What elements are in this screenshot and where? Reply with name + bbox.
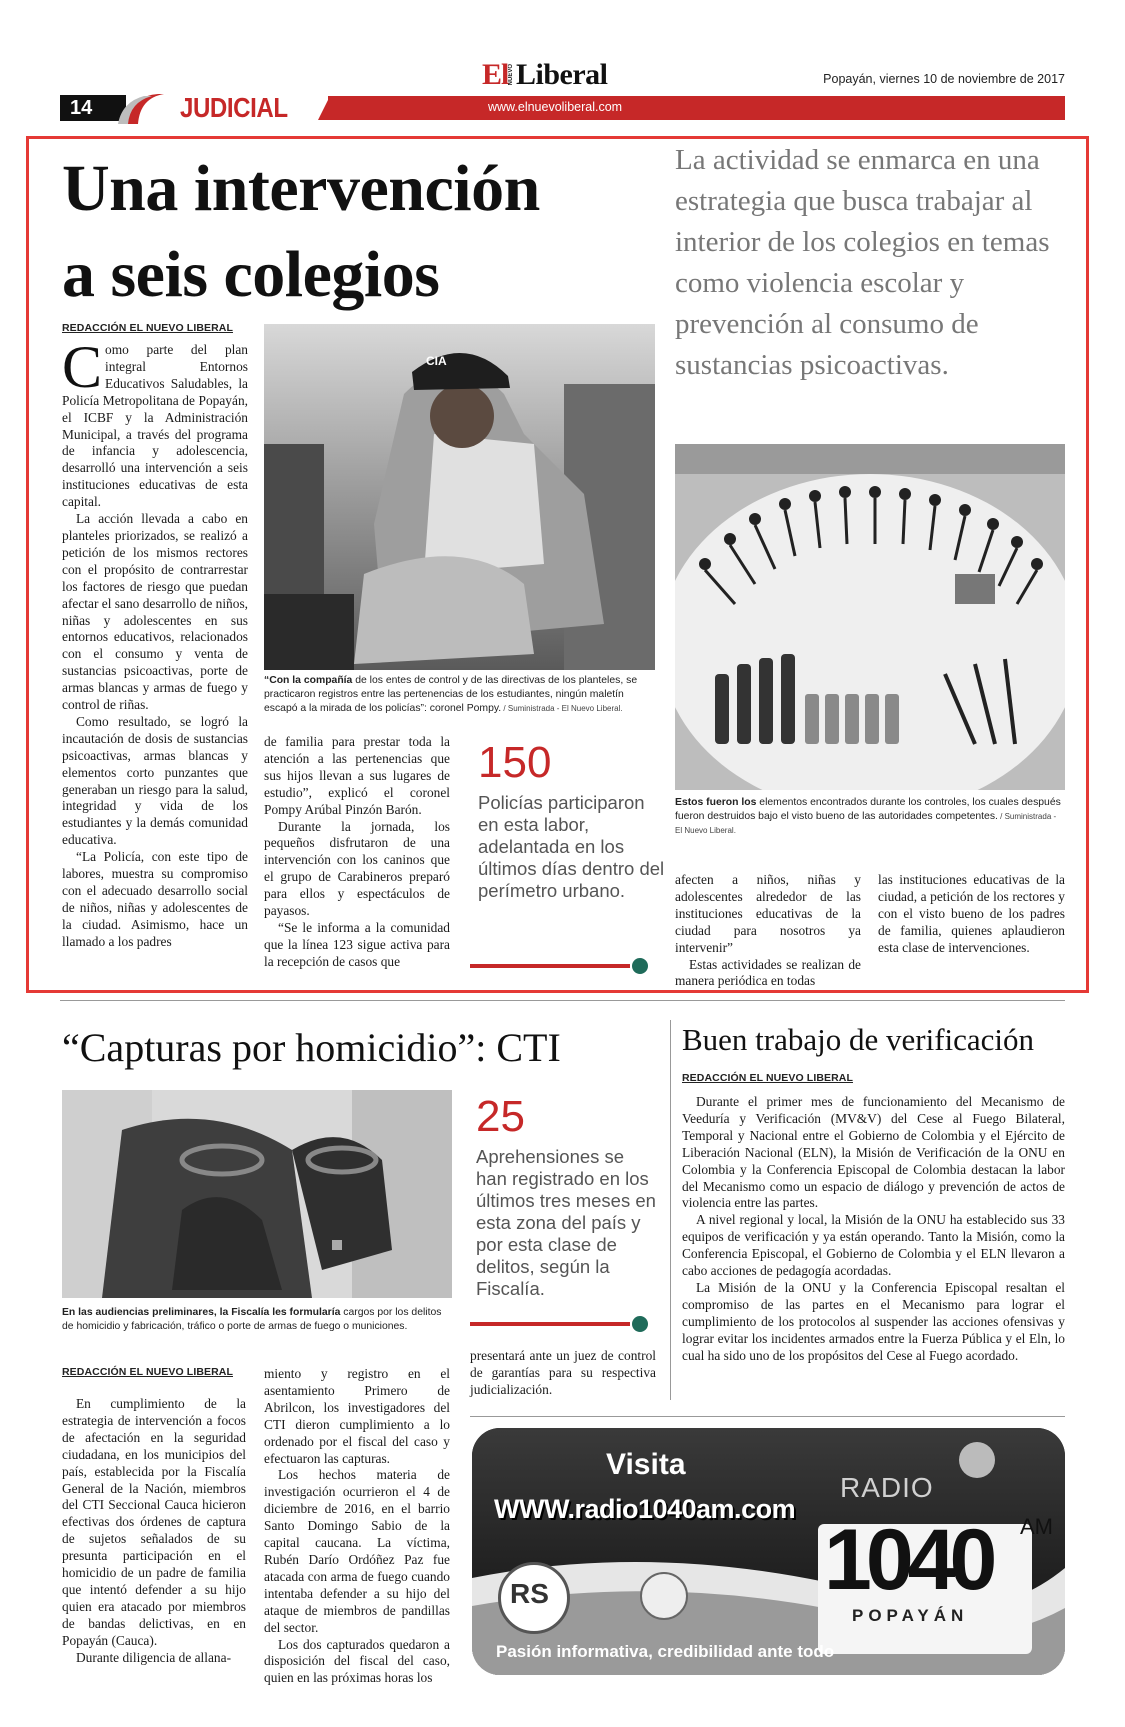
story2-column-3 [470,1348,656,1399]
stat-rule [470,964,630,968]
paragraph: “Se le informa a la comunidad que la línea 123 sigue activa para la recepción de casos que [264,919,450,969]
page-number: 14 [70,97,93,119]
stat-number: 25 [476,1092,525,1141]
logo-liberal: Liberal [516,58,608,91]
story1-column-4 [878,872,1065,957]
play-icon [640,1572,688,1620]
logo-nuevo: NUEVO [508,64,514,86]
handcuffed-hands-photo [62,1090,452,1298]
story1-lead-paragraph: Como parte del plan integral Entornos Educativos Saludables, la Policía Metropolitana de Popayán, el ICBF y la Administración Municipal, a través del programa de infancia y adolescencia, desarrolló una intervención a seis instituciones educativas de esta capital. [62,334,248,510]
ad-radio-label: RADIO [840,1472,934,1503]
section-divider [60,1000,1065,1001]
paragraph: Durante la jornada, los pequeños disfrutaron de una intervención con los caninos que el grupo de Carabineros preparó para ellos y espectáculos de payasos. [264,818,450,919]
story2-photo-caption: En las audiencias preliminares, la Fiscalía les formularía cargos por los delitos de homicidio y fabricación, tráfico o porte de armas de fuego o municiones. [62,1307,442,1332]
stat-dot [632,958,648,974]
ad-frequency: 1040 [824,1512,992,1608]
headline-line-1: Una intervención [62,152,540,225]
logo-el: El [482,58,509,91]
story1-deck: La actividad se enmarca en una estrategia que busca trabajar al interior de los colegios en temas como violencia escolar y prevención al consumo de sustancias psicoactivas. [675,144,1050,381]
ad-city: POPAYÁN [852,1606,969,1625]
stat-callout-150 [478,740,668,902]
paragraph: Estas actividades se realizan de manera periódica en todas [675,956,861,989]
story2-column-2 [264,1366,450,1687]
url-bar-wedge [318,96,330,120]
seized-items-photo [675,444,1065,790]
section-stripes [118,92,164,124]
paragraph: Durante diligencia de allana- [76,1649,232,1665]
story3-body [682,1094,1065,1365]
paragraph: La Misión de la ONU y la Conferencia Episcopal resaltan el compromiso de las partes en el Mecanismo para lograr el cumplimiento de los protocolos al suspender las acciones ofensivas y lograr evitar los incidentes armados entre la Fuerza Pública y el Eln, lo cual ha sido uno de los propósitos del Cese al Fuego acordado. [682,1279,1065,1363]
story1-byline: REDACCIÓN EL NUEVO LIBERAL [62,322,233,334]
dropcap: C [62,334,103,400]
paragraph: Durante el primer mes de funcionamiento del Mecanismo de Veeduría y Verificación (MV&V) del Cese al Fuego Bilateral, Temporal y Nacional entre el Gobierno de Colombia y el Ejército de Liberación Nacional (ELN), la Misión de Verificación de la ONU en Colombia y la Conferencia Episcopal de Colombia destacan la labor del Mecanismo como un espacio de diálogo y prevención de actos de violencia entre las partes. [682,1094,1065,1211]
stat-callout-25 [476,1094,656,1300]
ad-band: AM [1020,1514,1053,1539]
story2-column-1 [62,1396,246,1667]
vest-text: CIA [426,354,447,368]
story1-column-3 [675,872,861,990]
police-search-photo [264,324,655,670]
photo2-caption: Estos fueron los elementos encontrados durante los controles, los cuales después fueron destruidos bajo el visto bueno de las autoridades competentes. / Suministrada - El Nuevo Liberal. [675,797,1061,835]
ad-visit: Visita [606,1448,686,1481]
story3-headline: Buen trabajo de verificación [682,1022,1035,1057]
story3-byline: REDACCIÓN EL NUEVO LIBERAL [682,1072,853,1084]
newspaper-logo[interactable] [482,56,642,92]
story2-headline: “Capturas por homicidio”: CTI [62,1025,561,1070]
url-bar [328,96,1065,120]
site-url[interactable]: www.elnuevoliberal.com [488,100,623,114]
paragraph: presentará ante un juez de control de garantías para su respectiva judicialización. [470,1348,656,1397]
paragraph: A nivel regional y local, la Misión de la ONU ha establecido sus 33 equipos de verificación y ya están operando. Tanto la Misión, como la Conferencia Episcopal, el Gobierno de Colombia y el ELN llevaron a cabo acciones de pedagogía acordadas. [682,1212,1065,1279]
column-rule [670,1020,671,1400]
headline-line-2: a seis colegios [62,238,440,311]
issue-date: Popayán, viernes 10 de noviembre de 2017 [823,72,1065,86]
radio-advertisement[interactable] [472,1428,1065,1675]
ad-slogan: Pasión informativa, credibilidad ante todo [496,1642,835,1661]
story1-column-2 [264,734,450,971]
story2-byline: REDACCIÓN EL NUEVO LIBERAL [62,1366,233,1378]
photo1-caption: “Con la compañía de los entes de control y de las directivas de los planteles, se practicaron registros entre las pertenencias de los estudiantes, ningún maletín escapó a la mirada de los policías”: coronel Pompy. / Suministrada - El Nuevo Liberal. [264,675,638,714]
stat-text: Aprehensiones se han registrado en los últimos tres meses en esta zona del país y por esta clase de delitos, según la Fiscalía. [476,1146,656,1299]
paragraph: Como resultado, se logró la incautación de dosis de sustancias psicoactivas, armas blancas y elementos corto punzantes que generaban un riesgo para la salud, integridad y vida de los estudiantes y la demás comunidad educativa. [62,713,248,848]
paragraph: de familia para prestar toda la atención a las pertenencias que sus hijos llevan a sus lugares de estudio”, explicó el coronel Pompy Arúbal Pinzón Barón. [264,734,450,817]
stat-rule [470,1322,630,1326]
stat-number: 150 [478,738,552,787]
paragraph: afecten a niños, niñas y adolescentes alrededor de las instituciones educativas de la ciudad para nosotros ya intervenir” [675,872,861,955]
paragraph: las instituciones educativas de la ciudad, a petición de los rectores y con el visto bueno de los padres de familia, quienes aplaudieron esta clase de intervenciones. [878,872,1065,955]
paragraph: En cumplimiento de la estrategia de intervención a focos de afectación en la seguridad ciudadana, en los municipios del país, establecida por la Fiscalía General de la Nación, miembros del CTI Seccional Cauca hicieron efectivas dos órdenes de captura de sujetos señalados de su presunta participación en el homicidio de un padre de familia que intentó defender a su hijo quien era atacado por miembros de bandas delictivas, en en Popayán (Cauca). [62,1396,246,1648]
ad-url[interactable]: WWW.radio1040am.com [494,1494,796,1524]
ad-divider [470,1416,1065,1417]
story1-headline [62,146,662,318]
paragraph: Los dos capturados quedaron a disposición del fiscal del caso, quien en las próximas horas los [264,1636,450,1686]
paragraph: “La Policía, con este tipo de labores, muestra su compromiso con el adecuado desarrollo social de niños, niñas y adolescentes de la ciudad. Asimismo, hace un llamado a los padres [62,849,248,949]
masthead [0,0,1125,125]
paragraph: Los hechos materia de investigación ocurrieron el 4 de diciembre de 2016, en el barrio Santo Domingo Sabio de la capital caucana. La víctima, Rubén Darío Ordóñez Paz fue atacada con arma de fuego cuando intentaba defender a su hijo del ataque de miembros de pandillas del sector. [264,1467,450,1635]
paragraph: miento y registro en el asentamiento Primero de Abrilcon, los investigadores del CTI dieron cumplimiento a lo ordenado por el fiscal del caso y efectuaron las capturas. [264,1366,450,1466]
paragraph: La acción llevada a cabo en planteles priorizados, se realizó a petición de los mismos rectores con el propósito de contrarrestar los factores de riesgo que puedan afectar el sano desarrollo de niños, niñas y adolescentes en sus entornos educativos, relacionados con el consumo y venta de sustancias psicoactivas, porte de armas blancas y armas de fuego y control de riñas. [62,511,248,713]
section-title: JUDICIAL [180,92,288,123]
story1-column-1 [62,334,248,951]
rs-logo-text: RS [510,1578,549,1609]
stat-text: Policías participaron en esta labor, adelantada en los últimos días dentro del perímetro urbano. [478,792,665,901]
stat-dot [632,1316,648,1332]
